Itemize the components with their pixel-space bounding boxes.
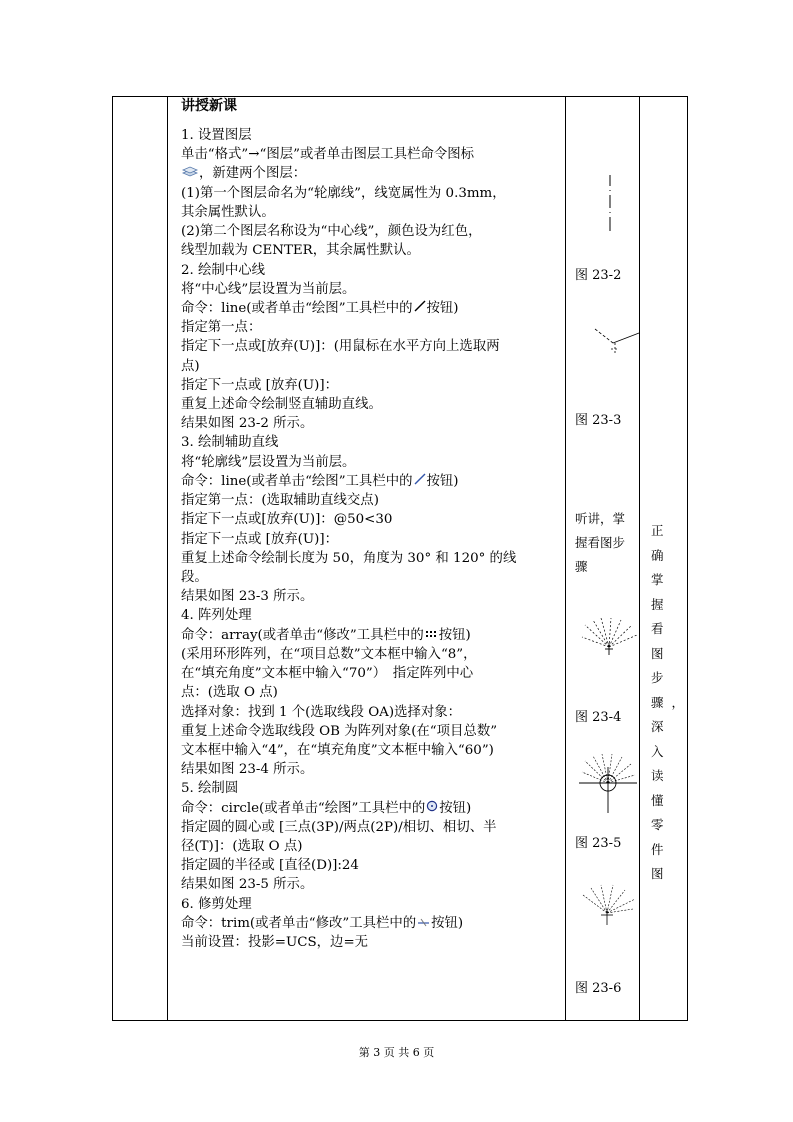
text-line: (2)第二个图层名称设为“中心线”，颜色设为红色， (181, 224, 482, 240)
figure-caption: 图 23-3 (575, 413, 622, 428)
text-fragment: 命令：trim(或者单击“修改”工具栏中的 (181, 915, 417, 931)
text-line: 在“填充角度”文本框中输入“70”） 指定阵列中心 (181, 666, 474, 682)
figure-23-6-drawing (579, 883, 639, 927)
figure-caption: 图 23-5 (575, 836, 622, 851)
array-icon (425, 626, 438, 645)
lesson-table (112, 96, 693, 1021)
text-line: 线型加载为 CENTER，其余属性默认。 (181, 243, 420, 259)
text-line: 选择对象：找到 1 个(选取线段 OA)选择对象： (181, 704, 462, 720)
text-line: 点) (181, 358, 200, 374)
step-heading: 6. 修剪处理 (181, 896, 252, 912)
text-line: 文本框中输入“4”，在“填充角度”文本框中输入“60”) (181, 742, 494, 758)
text-fragment: 命令：line(或者单击“绘图”工具栏中的 (181, 473, 413, 489)
page-footer: 第 3 页 共 6 页 (358, 1046, 435, 1059)
trim-tool-icon (417, 914, 430, 933)
text-fragment: 按钮) (438, 627, 471, 643)
text-line: 当前设置：投影=UCS，边=无 (181, 935, 369, 951)
figure-23-2-drawing (595, 173, 625, 235)
text-line: 指定下一点或 [放弃(U)]： (181, 377, 338, 393)
text-line: 重复上述命令选取线段 OB 为阵列对象(在“项目总数” (181, 723, 498, 739)
text-line (181, 299, 571, 318)
step-heading: 4. 阵列处理 (181, 608, 252, 624)
text-fragment: ，新建两个图层： (199, 166, 307, 182)
text-line: 指定第一点：(选取辅助直线交点) (181, 493, 379, 509)
teaching-goal-note: 正确掌握看图步骤，深入读懂零件图 (651, 523, 693, 881)
step-heading: 5. 绘制圆 (181, 781, 239, 797)
text-line: 将“轮廓线”层设置为当前层。 (181, 454, 356, 470)
text-line: 结果如图 23-2 所示。 (181, 416, 314, 432)
column-divider (167, 97, 168, 1020)
text-line: 结果如图 23-4 所示。 (181, 762, 314, 778)
figure-23-5-drawing (577, 753, 639, 815)
figure-23-4-drawing (579, 617, 639, 657)
text-line (181, 626, 571, 645)
lesson-content (175, 97, 575, 952)
text-fragment: 命令：array(或者单击“修改”工具栏中的 (181, 627, 424, 643)
line-tool-icon (414, 299, 426, 318)
text-fragment: 按钮) (439, 800, 472, 816)
text-line: 结果如图 23-5 所示。 (181, 877, 314, 893)
text-line: 点：(选取 O 点) (181, 685, 278, 701)
text-fragment: 按钮) (431, 915, 464, 931)
text-line: 指定下一点或 [放弃(U)]： (181, 531, 338, 547)
text-line: 指定下一点或[放弃(U)]：@50<30 (181, 512, 393, 528)
text-line: 指定第一点： (181, 320, 262, 336)
section-heading: 讲授新课 (181, 98, 237, 114)
text-line: (1)第一个图层命名为“轮廓线”，线宽属性为 0.3mm， (181, 185, 506, 201)
text-line (181, 472, 571, 491)
text-line: 重复上述命令绘制竖直辅助直线。 (181, 397, 382, 413)
text-fragment: 命令：circle(或者单击“绘图”工具栏中的 (181, 800, 426, 816)
text-fragment: 按钮) (426, 301, 459, 317)
text-line: 指定圆的圆心或 [三点(3P)/两点(2P)/相切、相切、半 (181, 819, 497, 835)
figure-23-3-drawing (593, 323, 643, 359)
text-line (181, 164, 571, 183)
step-heading: 1. 设置图层 (181, 128, 252, 143)
text-fragment: 命令：line(或者单击“绘图”工具栏中的 (181, 301, 413, 317)
text-line (181, 799, 571, 818)
line-tool-icon (414, 472, 426, 491)
text-line: (采用环形阵列，在“项目总数”文本框中输入“8”， (181, 646, 477, 662)
text-line: 径(T)]：(选取 O 点) (181, 839, 303, 855)
text-line (181, 914, 571, 933)
text-fragment: 按钮) (426, 473, 459, 489)
text-line: 将“中心线”层设置为当前层。 (181, 281, 356, 297)
text-line: 单击“格式”→“图层”或者单击图层工具栏命令图标 (181, 147, 475, 163)
layer-icon (182, 164, 198, 183)
step-heading: 3. 绘制辅助直线 (181, 435, 279, 451)
figure-caption: 图 23-2 (575, 268, 622, 283)
figure-caption: 图 23-6 (575, 981, 622, 996)
text-line: 其余属性默认。 (181, 204, 275, 220)
figure-caption: 图 23-4 (575, 710, 622, 725)
text-line: 结果如图 23-3 所示。 (181, 589, 314, 605)
text-line: 指定下一点或[放弃(U)]：(用鼠标在水平方向上选取两 (181, 339, 500, 355)
circle-tool-icon (426, 799, 438, 818)
text-line: 指定圆的半径或 [直径(D)]:24 (181, 858, 359, 874)
teaching-method-note: 听讲，掌握看图步骤 (575, 511, 626, 574)
column-divider (639, 97, 640, 1020)
step-heading: 2. 绘制中心线 (181, 262, 265, 278)
text-line: 段。 (181, 570, 208, 585)
text-line: 重复上述命令绘制长度为 50，角度为 30° 和 120° 的线 (181, 550, 517, 566)
